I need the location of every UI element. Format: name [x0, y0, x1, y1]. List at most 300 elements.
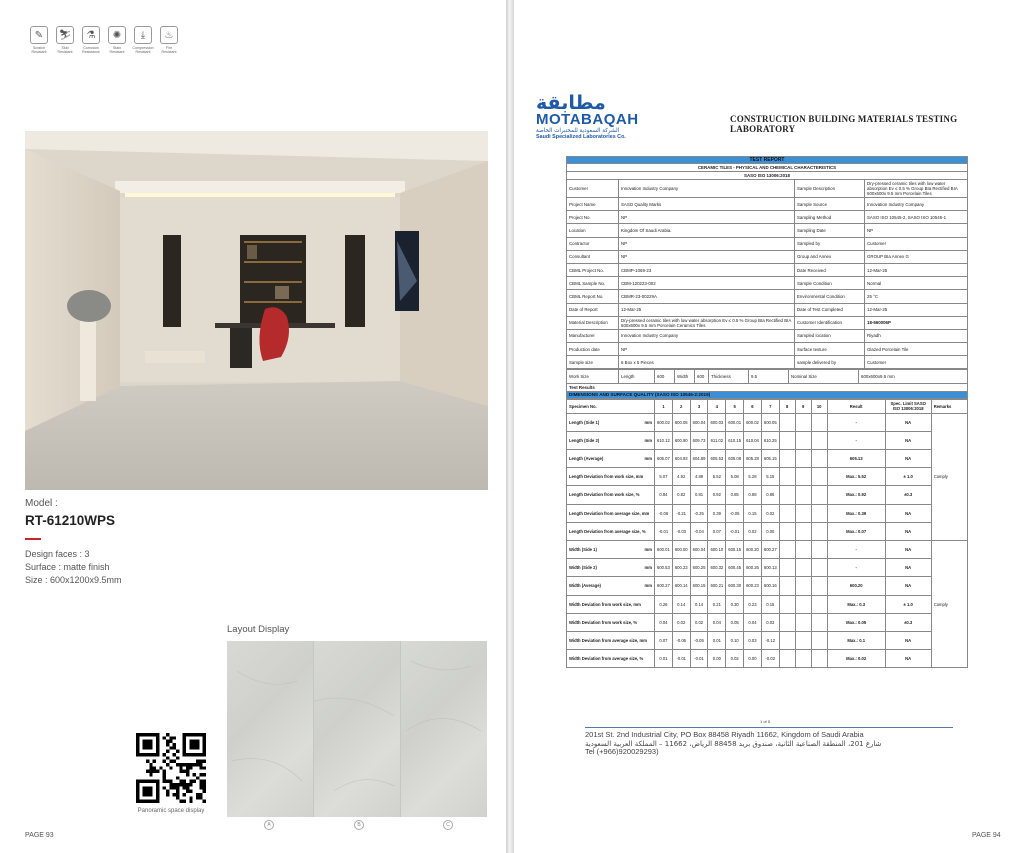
info-value: NP: [619, 211, 795, 224]
dim-header-col: 4: [708, 399, 726, 413]
dim-value: 0.14: [672, 595, 690, 613]
dim-value-empty: [811, 650, 827, 668]
dim-value-empty: [811, 613, 827, 631]
dim-value-empty: [795, 413, 811, 431]
dim-result: Max.: 0.1: [827, 631, 885, 649]
dim-row: [567, 559, 968, 577]
dim-result: Max.: 0.3: [827, 595, 885, 613]
dim-value: 600.01: [726, 413, 744, 431]
feature-icon: ⤓: [134, 26, 152, 44]
dim-value: 0.15: [744, 504, 762, 522]
length-value: 600: [655, 370, 675, 383]
feature-label: Skid Resistant: [57, 46, 73, 54]
info-value: NP: [619, 343, 795, 356]
dim-row-label: Width Deviation from average size, %: [569, 656, 644, 662]
dim-value: 0.88: [744, 486, 762, 504]
dim-limit: ±0.3: [885, 613, 931, 631]
feature-icon: ⛷: [56, 26, 74, 44]
dim-row-name: [567, 413, 655, 431]
info-row: [567, 356, 968, 369]
feature-1: [54, 26, 76, 54]
dim-value: 611.02: [708, 431, 726, 449]
info-label: Date Received: [795, 263, 865, 276]
info-value: NP: [619, 250, 795, 263]
feature-icon: ⚗: [82, 26, 100, 44]
info-value: 12-Mar-25: [865, 303, 968, 316]
dim-value-empty: [779, 431, 795, 449]
dim-row: [567, 450, 968, 468]
dim-row-name: [567, 595, 655, 613]
dim-value: 0.07: [708, 522, 726, 540]
test-results-label: Test Results: [567, 383, 968, 391]
dim-value-empty: [779, 413, 795, 431]
dim-limit: NA: [885, 577, 931, 595]
dim-value: 0.26: [655, 595, 673, 613]
dim-result: -: [827, 413, 885, 431]
dim-limit: ± 1.0: [885, 468, 931, 486]
dim-value: 600.10: [708, 540, 726, 558]
accent-divider: [25, 538, 41, 540]
dim-value-empty: [811, 595, 827, 613]
dim-value-empty: [795, 450, 811, 468]
dim-row-unit: mm: [644, 437, 652, 443]
dim-value: 605.28: [744, 450, 762, 468]
dim-row-label: Width Deviation from work size, %: [569, 619, 638, 625]
feature-label: Compression Resistant: [132, 46, 154, 54]
info-label: Sample Description: [795, 180, 865, 198]
dim-value: 600.23: [672, 559, 690, 577]
info-label: Sample Source: [795, 198, 865, 211]
info-label: sample delivered by: [795, 356, 865, 369]
dim-result: -: [827, 559, 885, 577]
info-label: Group and Annex: [795, 250, 865, 263]
dim-value-empty: [795, 595, 811, 613]
info-row: [567, 316, 968, 329]
dim-value: 600.05: [761, 413, 779, 431]
dim-value: 600.14: [672, 577, 690, 595]
dim-result: Max.: 0.92: [827, 486, 885, 504]
room-illustration: [25, 131, 488, 490]
dim-value: 0.00: [708, 650, 726, 668]
dim-value-empty: [811, 413, 827, 431]
dim-row-unit: mm: [644, 583, 652, 589]
dim-header-col: 3: [690, 399, 708, 413]
dim-value-empty: [779, 522, 795, 540]
dim-header-col: 9: [795, 399, 811, 413]
dim-value: 5.28: [744, 468, 762, 486]
dim-row-label: Length Deviation from work size, mm: [569, 474, 644, 480]
left-page: [0, 0, 506, 853]
dim-value: 610.12: [655, 431, 673, 449]
dim-value: 600.15: [690, 577, 708, 595]
info-value: SASO Quality Marks: [619, 198, 795, 211]
dim-value: 600.13: [761, 559, 779, 577]
dim-row-unit: mm: [644, 565, 652, 571]
feature-label: Scratch Resistant: [31, 46, 47, 54]
dim-value: 4.89: [690, 468, 708, 486]
dim-row-label: Length Deviation from average size, %: [569, 528, 646, 534]
dim-value: 600.16: [761, 577, 779, 595]
info-label: Production date: [567, 343, 619, 356]
dim-row-label: Width (Average): [569, 583, 601, 589]
product-specs: [25, 548, 122, 587]
dim-value-empty: [779, 468, 795, 486]
dim-value: 600.04: [690, 413, 708, 431]
dim-value: 5.07: [655, 468, 673, 486]
tile-a: [227, 641, 313, 817]
report-info-table: [566, 156, 968, 369]
motabaqah-logo: [536, 92, 639, 140]
dim-value-empty: [795, 468, 811, 486]
dim-value-empty: [795, 631, 811, 649]
dim-row: [567, 613, 968, 631]
feature-5: [158, 26, 180, 54]
info-label: Sample size: [567, 356, 619, 369]
info-value: NP: [619, 237, 795, 250]
info-value: CBMP-1069-23: [619, 263, 795, 276]
feature-2: [80, 26, 102, 54]
dim-value: 600.03: [708, 413, 726, 431]
dim-value: -0.02: [761, 650, 779, 668]
tile-label-b: B: [354, 820, 364, 830]
dim-value: 600.00: [672, 540, 690, 558]
dim-value-empty: [779, 595, 795, 613]
dim-row: [567, 631, 968, 649]
dim-value: 610.15: [726, 431, 744, 449]
dim-value: 0.86: [761, 486, 779, 504]
page-number-right: PAGE 94: [972, 832, 1001, 839]
dim-row-unit: mm: [644, 419, 652, 425]
info-label: Project No.: [567, 211, 619, 224]
dim-row: [567, 595, 968, 613]
dim-result: Max.: 0.05: [827, 613, 885, 631]
dim-value: -0.05: [690, 631, 708, 649]
dim-value-empty: [795, 486, 811, 504]
dim-value: -0.04: [690, 522, 708, 540]
info-value: Normal: [865, 277, 968, 290]
dim-value: 0.15: [761, 595, 779, 613]
dim-value: 0.10: [726, 631, 744, 649]
dim-value-empty: [779, 559, 795, 577]
dim-value: -0.06: [672, 631, 690, 649]
feature-icon: ✺: [108, 26, 126, 44]
dim-value: 605.53: [708, 450, 726, 468]
logo-arabic: مطابقة: [536, 92, 606, 114]
dim-value-empty: [811, 631, 827, 649]
dim-value-empty: [795, 577, 811, 595]
dim-value-empty: [795, 650, 811, 668]
page-of: 1 of 5: [760, 719, 771, 724]
info-value: 25 °C: [865, 290, 968, 303]
dim-row-label: Length (Side 1): [569, 419, 600, 425]
dim-row-label: Length Deviation from average size, mm: [569, 510, 650, 516]
info-row: [567, 224, 968, 237]
dim-result: -: [827, 431, 885, 449]
width-label: Width: [675, 370, 695, 383]
dim-value: 0.92: [708, 486, 726, 504]
dim-value: 0.01: [708, 631, 726, 649]
info-label: Contractor: [567, 237, 619, 250]
dim-row-label: Width (Side 2): [569, 565, 597, 571]
feature-0: [28, 26, 50, 54]
info-row: [567, 263, 968, 276]
dim-row-name: [567, 559, 655, 577]
dim-row-label: Width (Side 1): [569, 547, 597, 553]
dim-value: 0.01: [655, 650, 673, 668]
dim-row-name: [567, 431, 655, 449]
feature-label: Fire Resistant: [161, 46, 177, 54]
dim-value: 600.05: [672, 413, 690, 431]
dim-value-empty: [779, 450, 795, 468]
dim-value: 600.26: [744, 559, 762, 577]
dim-header-limit: Spec. Limit SASO ISO 13006:2018: [885, 399, 931, 413]
dim-value-empty: [779, 540, 795, 558]
info-label: Material Description: [567, 316, 619, 329]
remarks-width: Comply: [931, 540, 967, 667]
info-value: Glazed Porcelain Tile: [865, 343, 968, 356]
info-row: [567, 343, 968, 356]
marble-veins-icon: [227, 641, 313, 817]
nominal-value: 600x600x9.5 mm: [859, 370, 968, 383]
dim-result: -: [827, 540, 885, 558]
work-size-table: [566, 369, 968, 398]
dim-value: 610.25: [761, 431, 779, 449]
dim-limit: NA: [885, 522, 931, 540]
dim-value: 0.23: [744, 595, 762, 613]
dim-value: 0.85: [726, 486, 744, 504]
address-footer: [585, 727, 953, 757]
nominal-label: Nominal Size: [789, 370, 859, 383]
dim-value: 0.02: [744, 522, 762, 540]
dim-value-empty: [811, 450, 827, 468]
dim-value: 610.04: [744, 431, 762, 449]
tile-b: [314, 641, 400, 817]
dim-value: 600.02: [744, 413, 762, 431]
info-row: [567, 303, 968, 316]
dim-value: 0.82: [672, 486, 690, 504]
dim-value: 0.03: [761, 613, 779, 631]
design-faces: Design faces : 3: [25, 549, 90, 559]
dim-value: 600.30: [726, 577, 744, 595]
dim-limit: NA: [885, 559, 931, 577]
marble-veins-icon: [401, 641, 487, 817]
report-subtitle: CERAMIC TILES - PHYSICAL AND CHEMICAL CHARACTERISTICS: [567, 164, 968, 172]
dim-value: -0.01: [690, 650, 708, 668]
dim-value: 0.81: [690, 486, 708, 504]
info-value: Riyadh: [865, 329, 968, 342]
qr-caption: Panoramic space display: [137, 808, 205, 814]
logo-sub-arabic: الشركة السعودية للمختبرات الخاصة: [536, 128, 620, 134]
info-row: [567, 237, 968, 250]
qr-code-icon[interactable]: [136, 733, 206, 803]
dim-limit: NA: [885, 631, 931, 649]
dim-header-col: 6: [744, 399, 762, 413]
dim-value-empty: [795, 540, 811, 558]
dim-limit: ± 1.0: [885, 595, 931, 613]
dim-value-empty: [811, 577, 827, 595]
dim-value: 609.73: [690, 431, 708, 449]
feature-label: Stain Resistant: [109, 46, 125, 54]
info-value: Kingdom Of Saudi Arabia.: [619, 224, 795, 237]
dim-value: 0.04: [744, 613, 762, 631]
dim-result: 605.13: [827, 450, 885, 468]
thickness-label: Thickness: [709, 370, 749, 383]
dim-row-name: [567, 504, 655, 522]
dim-value-empty: [811, 468, 827, 486]
test-report: [566, 156, 968, 668]
dim-value: 0.02: [726, 650, 744, 668]
remarks-length: Comply: [931, 413, 967, 540]
info-label: Location: [567, 224, 619, 237]
dim-result: Max.: 0.02: [827, 650, 885, 668]
feature-4: [132, 26, 154, 54]
dim-row-name: [567, 522, 655, 540]
dim-row-unit: mm: [644, 547, 652, 553]
feature-icon: ♨: [160, 26, 178, 44]
dim-value: -0.21: [672, 504, 690, 522]
dim-value-empty: [811, 540, 827, 558]
info-value: Innovation Industry Company: [619, 329, 795, 342]
info-label: Sample Condition: [795, 277, 865, 290]
dimensions-table: [566, 399, 968, 669]
info-value: SASO ISO 10545-2, SASO ISO 10545-1: [865, 211, 968, 224]
dim-result: 600.20: [827, 577, 885, 595]
report-standard: SASO ISO 13006:2018: [567, 172, 968, 180]
dim-value: 0.03: [744, 631, 762, 649]
dim-value: 600.27: [655, 577, 673, 595]
dim-row-name: [567, 631, 655, 649]
dim-value-empty: [811, 431, 827, 449]
dim-limit: NA: [885, 650, 931, 668]
feature-3: [106, 26, 128, 54]
info-label: Sampled location: [795, 329, 865, 342]
info-label: Sampling Date: [795, 224, 865, 237]
info-label: CBML Report No.: [567, 290, 619, 303]
surface: Surface : matte finish: [25, 562, 110, 572]
dim-value: 0.00: [761, 522, 779, 540]
dim-value-empty: [779, 504, 795, 522]
info-value: Customer: [865, 237, 968, 250]
dim-limit: ±0.3: [885, 486, 931, 504]
dim-header-col: 10: [811, 399, 827, 413]
dim-row: [567, 540, 968, 558]
info-label: Date of Test Completed: [795, 303, 865, 316]
tile-label-c: C: [443, 820, 453, 830]
dim-value: 0.07: [655, 631, 673, 649]
info-label: Consultant: [567, 250, 619, 263]
info-value: Innovation Industry Company: [619, 180, 795, 198]
width-value: 600: [695, 370, 709, 383]
info-value: 12-Mar-25: [619, 303, 795, 316]
dim-value: -0.01: [655, 522, 673, 540]
dim-row-name: [567, 450, 655, 468]
dim-result: Max.: 0.07: [827, 522, 885, 540]
dim-header-row: [567, 399, 968, 413]
info-row: [567, 290, 968, 303]
dim-value: -0.01: [672, 650, 690, 668]
dim-limit: NA: [885, 504, 931, 522]
dim-row: [567, 650, 968, 668]
dim-row: [567, 577, 968, 595]
dim-value: 600.01: [655, 540, 673, 558]
dim-row-name: [567, 486, 655, 504]
info-row: [567, 198, 968, 211]
dim-value: 0.04: [708, 613, 726, 631]
room-photo: [25, 131, 488, 490]
dim-value: 600.53: [655, 559, 673, 577]
work-size-label: Work Size: [567, 370, 619, 383]
dim-value: 0.21: [708, 595, 726, 613]
dim-row-name: [567, 468, 655, 486]
info-value: Dry-pressed ceramic tiles with low water absorption Ev ≤ 0.5 % Group BIa Rectified BIA 600x600x 9.5 mm Porcelain Tiles: [865, 180, 968, 198]
dim-row-label: Length Deviation from work size, %: [569, 492, 640, 498]
dim-value-empty: [779, 650, 795, 668]
dim-limit: NA: [885, 450, 931, 468]
dim-row-name: [567, 650, 655, 668]
dim-row: [567, 431, 968, 449]
dim-row: [567, 468, 968, 486]
dim-header-col: 8: [779, 399, 795, 413]
logo-sub-english: Saudi Specialized Laboratories Co.: [536, 134, 626, 140]
info-label: Sampling Method: [795, 211, 865, 224]
lab-title: CONSTRUCTION BUILDING MATERIALS TESTING LABORATORY: [730, 114, 958, 134]
dim-value: 0.02: [672, 613, 690, 631]
telephone: Tel (+966)920029293): [585, 747, 659, 756]
dim-value: -0.06: [655, 504, 673, 522]
dim-value: 0.04: [655, 613, 673, 631]
dim-row: [567, 413, 968, 431]
dim-value: 5.15: [761, 468, 779, 486]
dim-row-name: [567, 613, 655, 631]
info-label: Customer: [567, 180, 619, 198]
tile-label-a: A: [264, 820, 274, 830]
info-label: Surface texture: [795, 343, 865, 356]
dim-value-empty: [811, 486, 827, 504]
address-arabic: شارع 201، المنطقة الصناعية الثانية، صندوق بريد 88458 الرياض، 11662 – المملكة العربية السعودية: [585, 739, 882, 748]
dim-value: -0.01: [726, 522, 744, 540]
dim-value: 600.02: [655, 413, 673, 431]
dim-row-name: [567, 577, 655, 595]
dim-value: 600.90: [672, 431, 690, 449]
dim-value: -0.12: [761, 631, 779, 649]
dim-value: 605.08: [726, 450, 744, 468]
info-label: Date of Report: [567, 303, 619, 316]
info-value: CBMR-23-00229A: [619, 290, 795, 303]
address-english: 201st St. 2nd Industrial City, PO Box 88458 Riyadh 11662, Kingdom of Saudi Arabia: [585, 730, 864, 739]
info-label: CBML Project No.: [567, 263, 619, 276]
dim-value-empty: [811, 559, 827, 577]
info-value: NP: [865, 224, 968, 237]
dim-header-col: 1: [655, 399, 673, 413]
info-row: [567, 180, 968, 198]
size: Size : 600x1200x9.5mm: [25, 575, 122, 585]
feature-icon: ✎: [30, 26, 48, 44]
dim-value-empty: [811, 522, 827, 540]
feature-icons: [28, 26, 180, 54]
dim-value: 600.21: [708, 577, 726, 595]
layout-tiles: [227, 641, 487, 817]
info-row: [567, 329, 968, 342]
dim-value: 0.05: [726, 613, 744, 631]
dim-value-empty: [795, 504, 811, 522]
dim-value-empty: [779, 631, 795, 649]
dim-value: 600.23: [744, 577, 762, 595]
dim-limit: NA: [885, 431, 931, 449]
feature-label: Corrosion Resistance: [82, 46, 100, 54]
dim-value: 0.02: [761, 504, 779, 522]
dim-row-label: Width Deviation from work size, mm: [569, 601, 641, 607]
dim-value-empty: [795, 522, 811, 540]
